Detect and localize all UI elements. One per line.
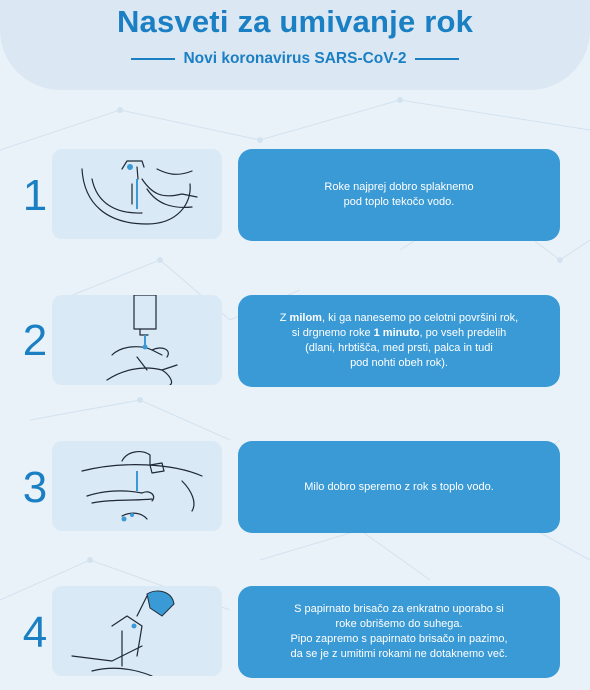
step-4-line-3: Pipo zapremo s papirnato brisačo in pazimo,: [290, 633, 508, 645]
step-2-text-part: pod nohti obeh rok).: [350, 357, 448, 369]
header-banner: [0, 0, 590, 90]
step-1-text: [324, 180, 473, 210]
page-title: Nasveti za umivanje rok: [116, 4, 474, 39]
step-2-text-part: , po vseh predelih: [419, 327, 507, 339]
soap-dispenser-hands-icon: [52, 295, 222, 385]
step-1-image: [52, 149, 222, 239]
step-4-text: [290, 602, 507, 662]
subtitle-left-line: [131, 58, 175, 60]
step-2-text-part: (dlani, hrbtišča, med prsti, palca in tudi: [305, 342, 493, 354]
step-3-text-box: [238, 441, 560, 533]
step-2-image: [52, 295, 222, 385]
step-2-text-part: si drgnemo roke: [291, 327, 374, 339]
step-2-number: 2: [22, 316, 48, 365]
step-1-line-2: pod toplo tekočo vodo.: [343, 196, 455, 208]
step-1-number: 1: [22, 171, 48, 220]
step-2-text-part: , ki ga nanesemo po celotni površini rok,: [321, 312, 519, 324]
page-subtitle: Novi koronavirus SARS-CoV-2: [183, 50, 407, 67]
step-3-text: Milo dobro speremo z rok s toplo vodo.: [304, 480, 494, 493]
subtitle-row: [0, 48, 590, 70]
step-2-text-box: [238, 295, 560, 387]
paper-towel-faucet-icon: [52, 586, 222, 676]
step-2-text: [280, 311, 518, 371]
step-2-bold-duration: 1 minuto: [373, 327, 420, 339]
hands-rinsing-soap-icon: [52, 441, 222, 531]
step-4-line-4: da se je z umitimi rokami ne dotaknemo več.: [290, 648, 508, 660]
step-4-line-1: S papirnato brisačo za enkratno uporabo si: [294, 603, 504, 615]
step-3-number: 3: [22, 463, 48, 512]
step-1-line-1: Roke najprej dobro splaknemo: [324, 181, 474, 193]
step-2-bold-soap: milom: [289, 312, 322, 324]
step-4-image: [52, 586, 222, 676]
step-4-text-box: [238, 586, 560, 678]
step-4-number: 4: [22, 608, 48, 657]
hands-rinsing-under-faucet-icon: [52, 149, 222, 239]
step-1-text-box: [238, 149, 560, 241]
step-3-image: [52, 441, 222, 531]
subtitle-right-line: [415, 58, 459, 60]
step-4-line-2: roke obrišemo do suhega.: [335, 618, 463, 630]
step-2-text-part: Z: [279, 312, 290, 324]
